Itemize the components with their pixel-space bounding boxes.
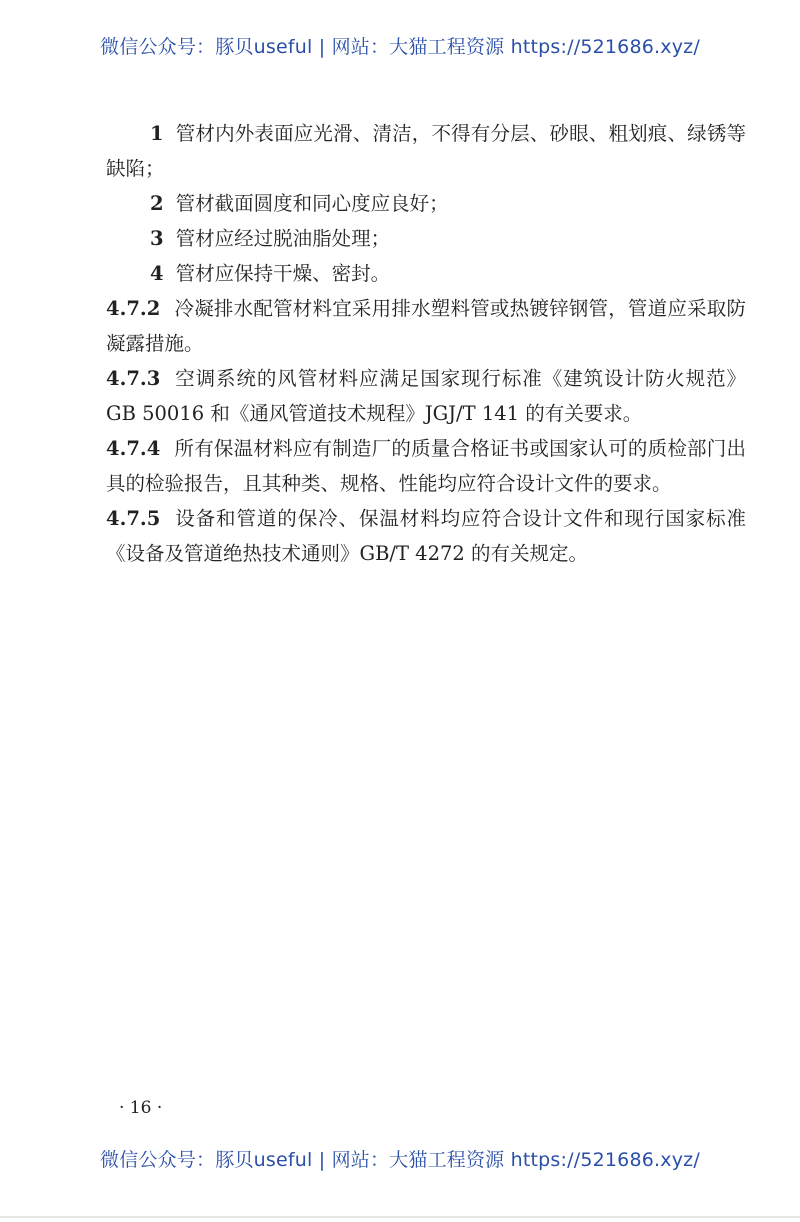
clause-number: 4.7.4 xyxy=(106,437,161,460)
list-item xyxy=(106,256,746,291)
document-body xyxy=(106,116,746,571)
clause-4-7-5 xyxy=(106,501,746,571)
list-item xyxy=(106,116,746,186)
item-text: 管材应经过脱油脂处理； xyxy=(175,227,391,250)
list-item xyxy=(106,186,746,221)
item-number: 4 xyxy=(150,262,164,285)
clause-4-7-2 xyxy=(106,291,746,361)
page-edge-divider xyxy=(0,1216,800,1218)
item-number: 3 xyxy=(150,227,164,250)
list-item xyxy=(106,221,746,256)
clause-number: 4.7.2 xyxy=(106,297,161,320)
clause-4-7-4 xyxy=(106,431,746,501)
page-number: · 16 · xyxy=(119,1098,163,1118)
item-number: 2 xyxy=(150,192,164,215)
clause-number: 4.7.5 xyxy=(106,507,161,530)
item-number: 1 xyxy=(150,122,164,145)
clause-text: 所有保温材料应有制造厂的质量合格证书或国家认可的质检部门出具的检验报告，且其种类、规格、性能均应符合设计文件的要求。 xyxy=(106,437,746,495)
clause-text: 空调系统的风管材料应满足国家现行标准《建筑设计防火规范》GB 50016 和《通风管道技术规程》JGJ/T 141 的有关要求。 xyxy=(106,367,746,425)
item-text: 管材应保持干燥、密封。 xyxy=(175,262,391,285)
clause-4-7-3 xyxy=(106,361,746,431)
clause-number: 4.7.3 xyxy=(106,367,161,390)
clause-text: 冷凝排水配管材料宜采用排水塑料管或热镀锌钢管，管道应采取防凝露措施。 xyxy=(106,297,746,355)
item-text: 管材内外表面应光滑、清洁，不得有分层、砂眼、粗划痕、绿锈等缺陷； xyxy=(106,122,746,180)
clause-text: 设备和管道的保冷、保温材料均应符合设计文件和现行国家标准《设备及管道绝热技术通则》GB/T 4272 的有关规定。 xyxy=(106,507,746,565)
watermark-top: 微信公众号：豚贝useful | 网站：大猫工程资源 https://521686.xyz/ xyxy=(100,36,700,58)
item-text: 管材截面圆度和同心度应良好； xyxy=(175,192,449,215)
watermark-bottom: 微信公众号：豚贝useful | 网站：大猫工程资源 https://521686.xyz/ xyxy=(100,1149,700,1171)
